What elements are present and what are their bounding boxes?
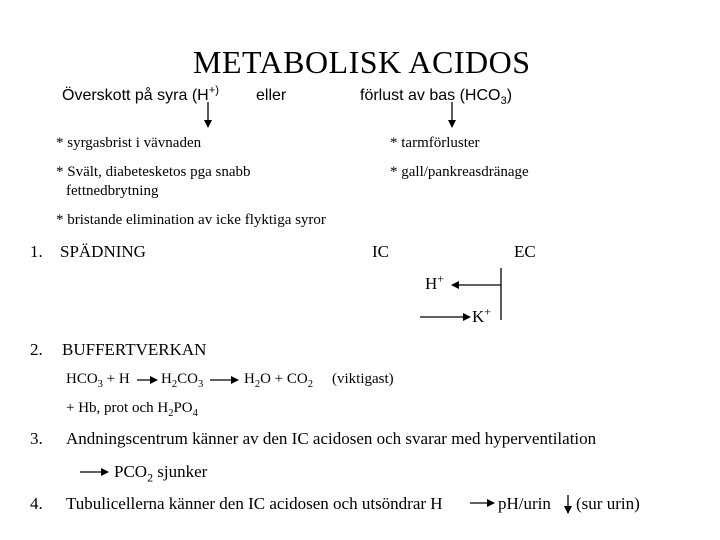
cause-intestinal: * tarmförluster xyxy=(390,135,480,151)
step-1-label: SPÄDNING xyxy=(60,242,146,261)
cause-drainage: * gall/pankreasdränage xyxy=(390,164,529,180)
carbonic-acid: $H_2CO_3$ xyxy=(161,371,204,390)
or-label: eller xyxy=(256,87,287,104)
cause-starvation-cont: fettnedbrytning xyxy=(66,183,159,199)
pco2-drops: $PCO_2$ sjunker xyxy=(114,462,208,485)
step-3-text: Andningscentrum känner av den IC acidosen och svarar med hyperventilation xyxy=(66,429,597,448)
ph-urine-label: pH/urin xyxy=(498,494,551,513)
acidic-urine-label: (sur urin) xyxy=(576,494,640,513)
ec-label: EC xyxy=(514,242,536,261)
k-ion-label: K+ xyxy=(472,304,491,326)
most-important-note: (viktigast) xyxy=(332,371,394,387)
step-4-text: Tubulicellerna känner den IC acidosen och utsöndrar H xyxy=(66,494,443,513)
base-loss-label: förlust av bas $(HCO_3)$ xyxy=(360,87,513,108)
bicarbonate-plus-h: $HCO_3 + H$ xyxy=(66,371,130,390)
h-ion-label: H+ xyxy=(425,271,444,293)
cause-hypoxia: * syrgasbrist i vävnaden xyxy=(56,135,202,151)
page-title: METABOLISK ACIDOS xyxy=(193,44,531,80)
ic-label: IC xyxy=(372,242,389,261)
acid-excess-label: Överskott på syra (H+) xyxy=(62,84,219,104)
step-2-number: 2. xyxy=(30,340,43,359)
water-plus-co2: $H_2O + CO_2$ xyxy=(244,371,313,390)
cause-elimination: * bristande elimination av icke flyktiga syror xyxy=(56,212,326,228)
cause-starvation: * Svält, diabetesketos pga snabb xyxy=(56,164,251,180)
other-buffers: + Hb, prot och $H_2PO_4$ xyxy=(66,400,198,419)
step-4-number: 4. xyxy=(30,494,43,513)
step-2-label: BUFFERTVERKAN xyxy=(62,340,207,359)
step-3-number: 3. xyxy=(30,429,43,448)
step-1-number: 1. xyxy=(30,242,43,261)
